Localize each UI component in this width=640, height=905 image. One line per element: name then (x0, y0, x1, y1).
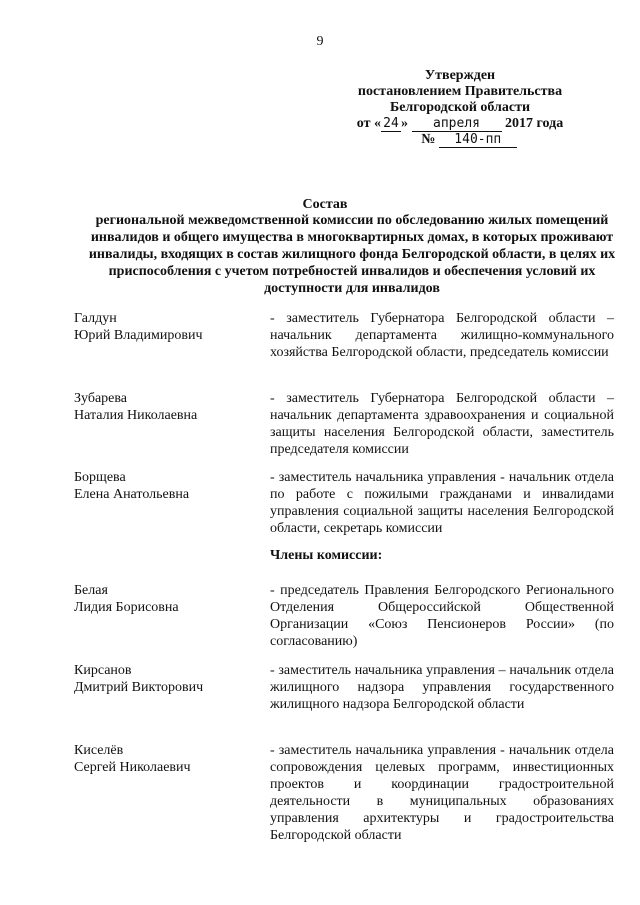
member-role: - заместитель начальника управления - начальник отдела сопровождения целевых программ, инвестиционных проектов и координации градостроительной деятельности в муниципальных образованиях управления архитектуры и градостроительства Белгородской области (270, 743, 614, 843)
member-role: - заместитель Губернатора Белгородской области – начальник департамента жилищно-коммунального хозяйства Белгородской области, председатель комиссии (270, 311, 614, 360)
member-name (74, 582, 254, 616)
date-mid: » (401, 116, 408, 131)
date-month: апреля (412, 117, 502, 132)
document-title: Состав (302, 197, 348, 212)
member-name (74, 662, 254, 696)
member-surname: Галдун (74, 311, 117, 326)
date-day: 24 (381, 117, 401, 132)
member-surname: Зубарева (74, 391, 128, 406)
member-role: - заместитель Губернатора Белгородской области – начальник департамента здравоохранения и социальной защиты населения Белгородской области, заместитель председателя комиссии (270, 391, 614, 457)
member-surname: Кирсанов (74, 663, 132, 678)
page-number: 9 (316, 34, 324, 49)
member-surname: Борщева (74, 470, 126, 485)
member-given-name: Наталия Николаевна (74, 408, 198, 423)
member-given-name: Дмитрий Викторович (74, 680, 204, 695)
member-surname: Белая (74, 583, 108, 598)
member-role: - заместитель начальника управления – начальник отдела жилищного надзора управления государственного жилищного надзора Белгородской области (270, 663, 614, 712)
member-given-name: Сергей Николаевич (74, 760, 191, 775)
member-name (74, 469, 254, 503)
document-subtitle: региональной межведомственной комиссии по обследованию жилых помещений инвалидов и общего имущества в многоквартирных домах, в которых проживают инвалиды, входящих в состав жилищного фонда Белгородской области, в целях их приспособления с учетом потребностей инвалидов и обеспечения условий их доступности для инвалидов (88, 213, 616, 296)
members-heading: Члены комиссии: (270, 548, 383, 563)
member-name (74, 742, 254, 776)
approval-line-3: Белгородской области (389, 100, 531, 115)
approval-number (348, 132, 590, 148)
member-role: - заместитель начальника управления - начальник отдела по работе с пожилыми гражданами и инвалидами управления социальной защиты населения Белгородской области, секретарь комиссии (270, 470, 614, 536)
member-role: - председатель Правления Белгородского Регионального Отделения Общероссийской Общественной Организации «Союз Пенсионеров России» (по согласованию) (270, 583, 614, 649)
decree-number: 140-пп (439, 133, 517, 148)
date-prefix: от « (356, 116, 381, 131)
approval-line-2: постановлением Правительства (357, 84, 563, 99)
approval-block (330, 68, 590, 148)
approval-date (330, 116, 590, 132)
date-year: 2017 года (505, 116, 564, 131)
member-given-name: Елена Анатольевна (74, 487, 190, 502)
member-surname: Киселёв (74, 743, 124, 758)
member-name (74, 390, 254, 424)
member-given-name: Юрий Владимирович (74, 328, 203, 343)
member-given-name: Лидия Борисовна (74, 600, 179, 615)
member-name (74, 310, 254, 344)
number-prefix: № (421, 132, 436, 147)
approval-line-1: Утвержден (424, 68, 496, 83)
